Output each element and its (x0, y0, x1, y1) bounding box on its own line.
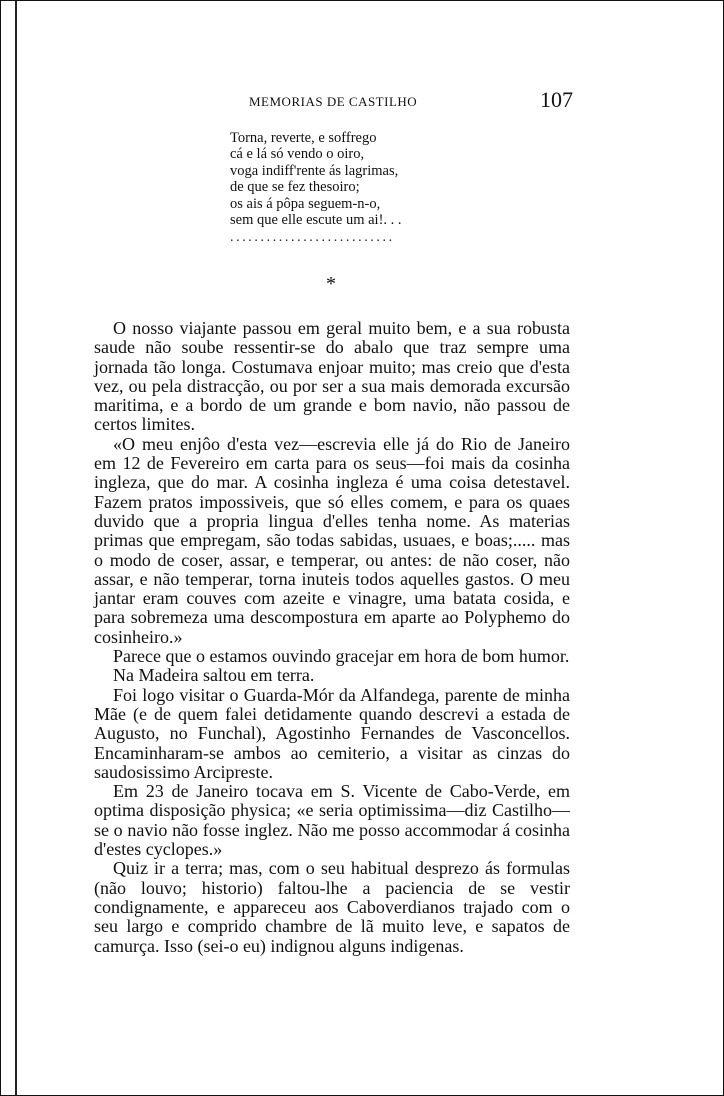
paragraph: Parece que o estamos ouvindo gracejar em hora de bom humor. (113, 646, 570, 667)
verse-line: os ais á pôpa seguem-n-o, (230, 195, 381, 212)
running-head: MEMORIAS DE CASTILHO (249, 94, 418, 109)
verse-line: sem que elle escute um ai!. . . (230, 212, 402, 229)
body-text (94, 319, 570, 956)
paragraph: Em 23 de Janeiro tocava em S. Vicente de Cabo-Verde, em optima disposição physica; «e seria optimissima—diz Castilho—se o navio não fosse inglez. Não me posso accommodar á cosinha d'estes cyclopes.» (94, 781, 570, 860)
section-asterisk: * (326, 273, 336, 295)
paragraph: «O meu enjôo d'esta vez—escrevia elle já do Rio de Janeiro em 12 de Fevereiro em carta para os seus—foi mais da cosinha ingleza, que do mar. A cosinha ingleza é uma coisa detestavel. Fazem pratos impossiveis, que só elles comem, e para os quaes duvido que a propria lingua d'elles tenha nome. As materias primas que empregam, são todas sabidas, usuaes, e boas;..... mas o modo de coser, assar, e temperar, ou antes: de não coser, não assar, e não temperar, torna inuteis todos aquelles gastos. O meu jantar eram couves com azeite e vinagre, uma batata cosida, e para sobremeza uma descompostura em aparte ao Polyphemo do cosinheiro.» (94, 433, 570, 647)
paragraph: Quiz ir a terra; mas, com o seu habitual desprezo ás formulas (não louvo; historio) faltou-lhe a paciencia de se vestir condignamente, e appareceu aos Caboverdianos trajado com o seu largo e comprido chambre de lã muito leve, e sapatos de camurça. Isso (sei-o eu) indignou alguns indigenas. (94, 858, 570, 956)
page-header (1, 87, 723, 117)
paragraph: O nosso viajante passou em geral muito bem, e a sua robusta saude não soube ressentir-se do abalo que traz sempre uma jornada tão longa. Costumava enjoar muito; mas creio que d'esta vez, ou pela distracção, ou por ser a sua mais demorada excursão maritima, e a bordo de um grande e bom navio, não passou de certos limites. (94, 318, 570, 435)
verse-block (230, 130, 402, 228)
page-number: 107 (540, 87, 573, 112)
paragraph: Na Madeira saltou em terra. (113, 665, 315, 686)
verse-line: cá e lá só vendo o oiro, (230, 146, 365, 163)
ellipsis-row: ........................... (230, 230, 395, 245)
paragraph: Foi logo visitar o Guarda-Mór da Alfandega, parente de minha Mãe (e de quem falei detidamente quando descrevi a estada de Augusto, no Funchal), Agostinho Fernandes de Vasconcellos. Encaminharam-se ambos ao cemiterio, a visitar as cinzas do saudosissimo Arcipreste. (94, 684, 570, 782)
verse-line: de que se fez thesoiro; (230, 179, 360, 196)
verse-line: voga indiff'rente ás lagrimas, (230, 162, 399, 179)
verse-line: Torna, reverte, e soffrego (230, 130, 377, 146)
left-border-rule (15, 1, 17, 1095)
